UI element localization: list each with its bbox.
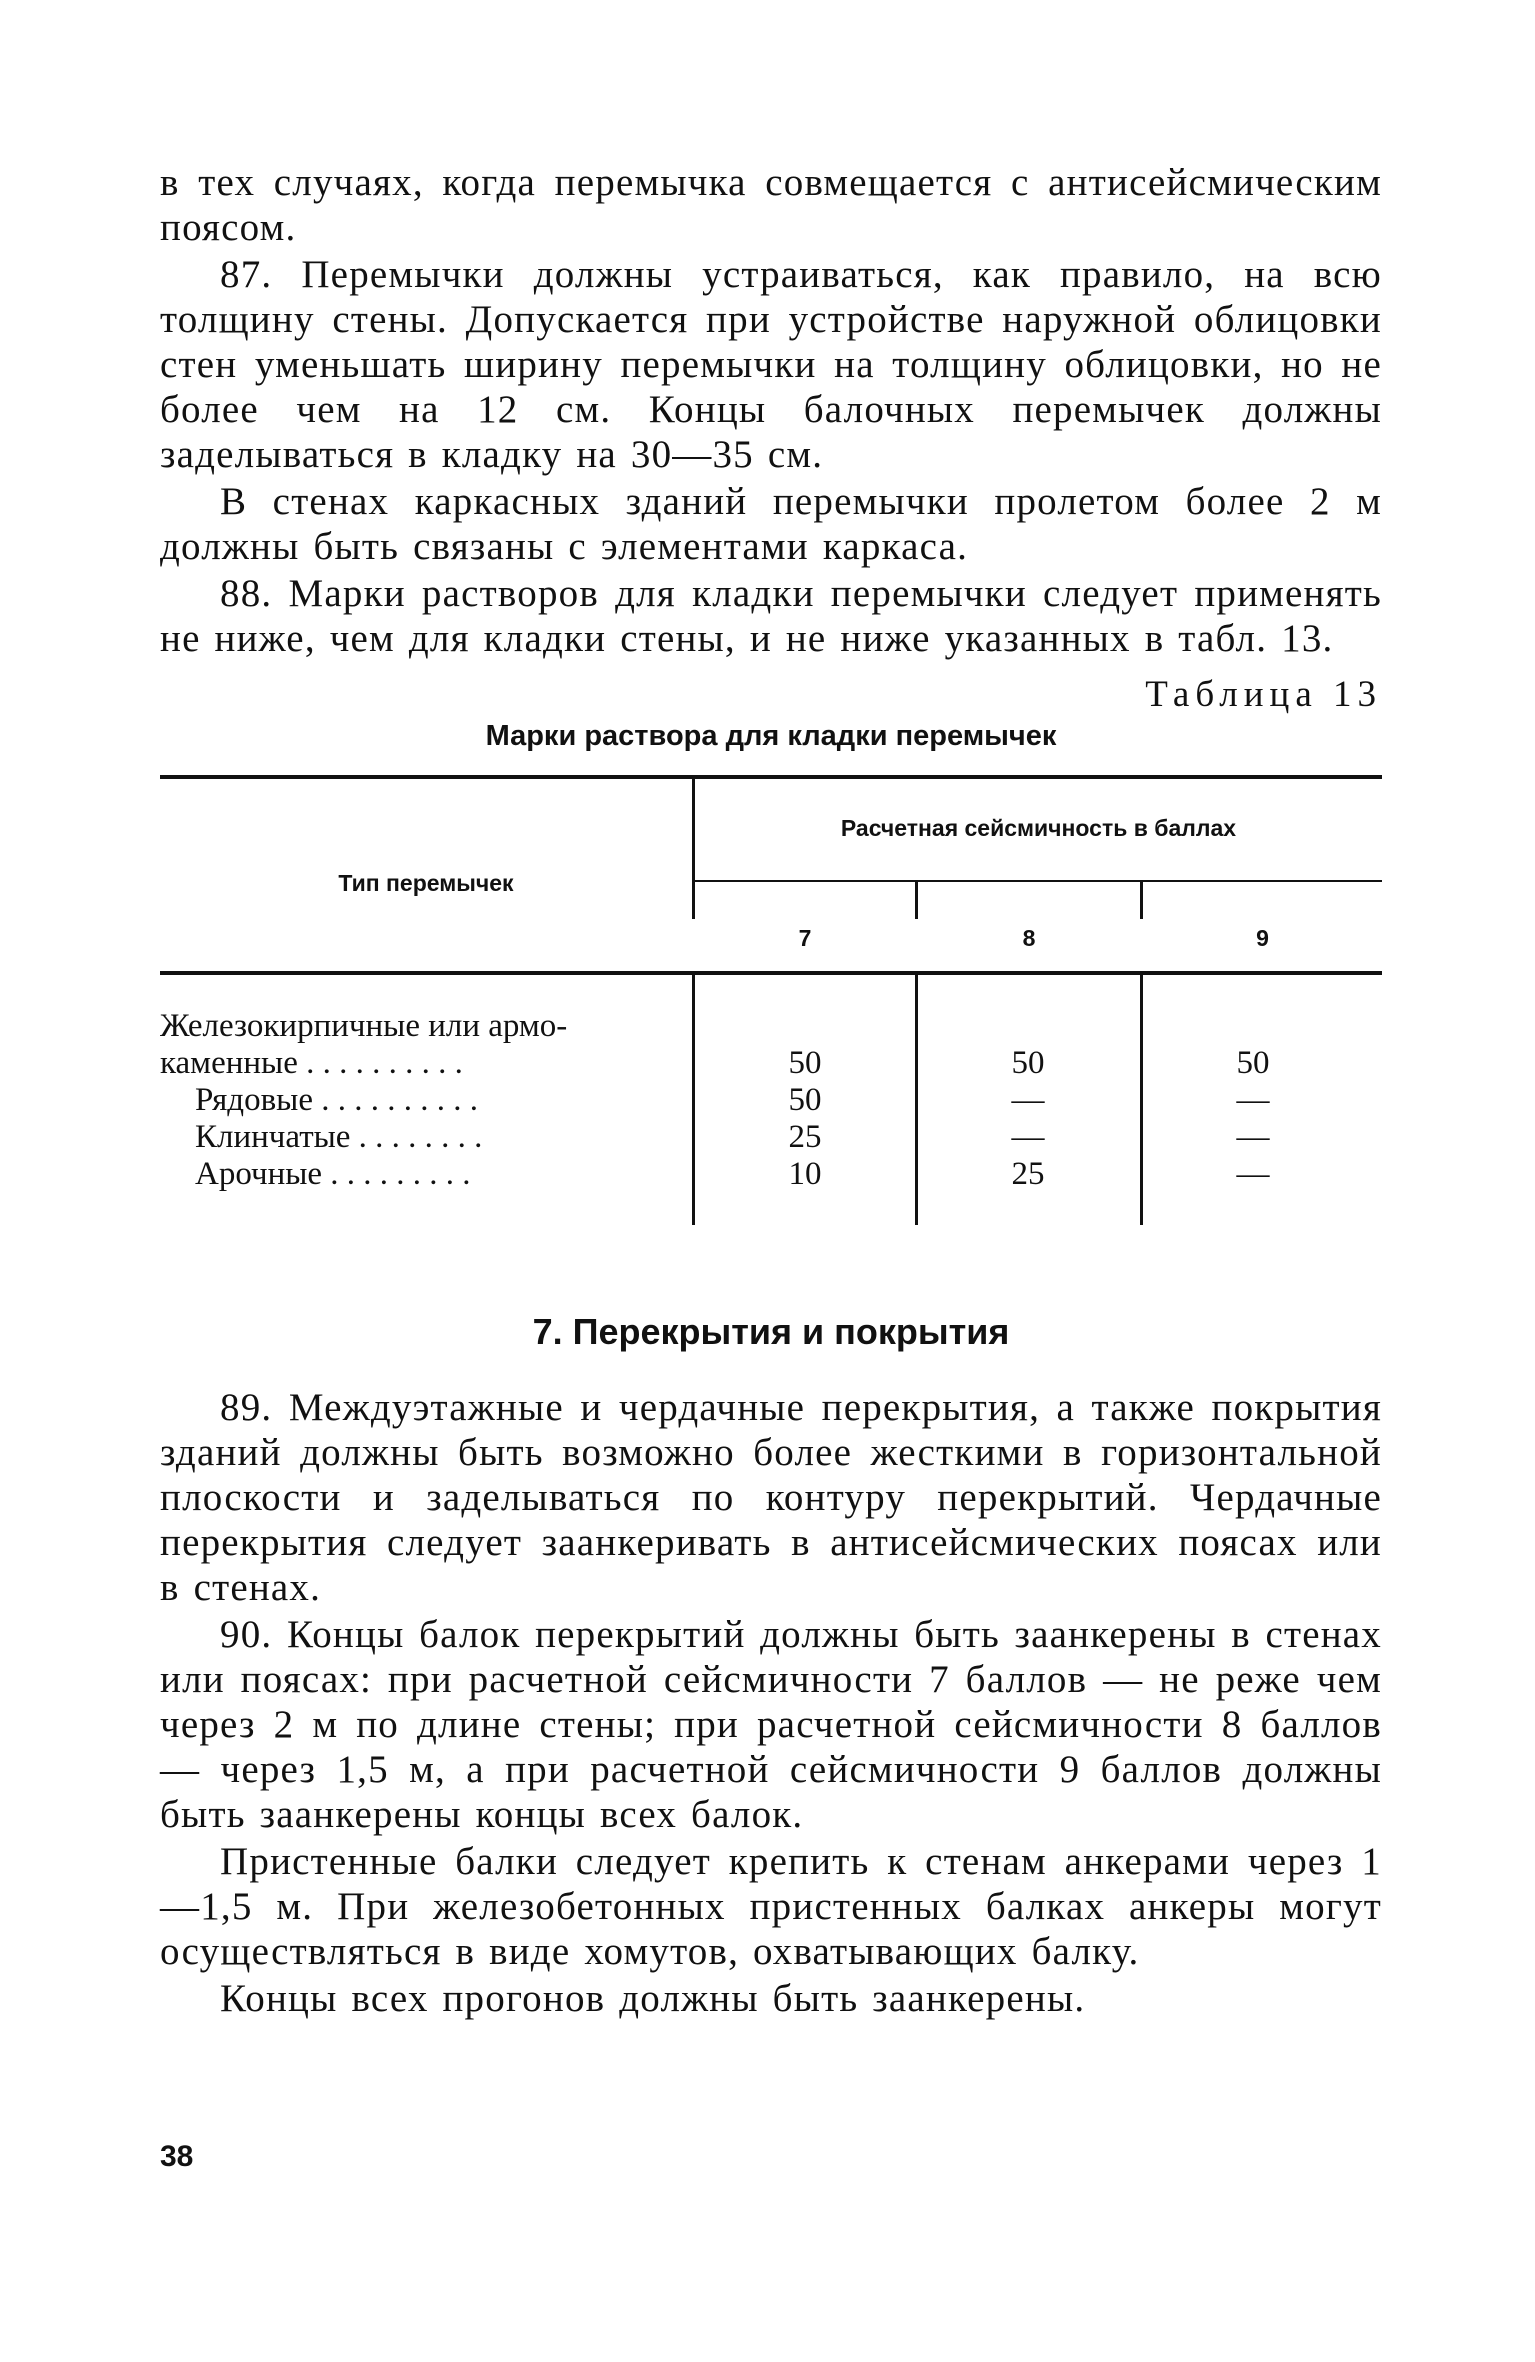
table-cell: 50: [788, 1082, 822, 1118]
section-heading: 7. Перекрытия и покрытия: [532, 1311, 1010, 1352]
table-cell: 50: [1011, 1045, 1045, 1081]
table-cell: 10: [788, 1156, 822, 1192]
header-seismicity: Расчетная сейсмичность в баллах: [840, 815, 1237, 841]
table-cell: 50: [788, 1045, 822, 1081]
row-name: Арочные . . . . . . . . .: [195, 1156, 471, 1192]
header-col-9: 9: [1256, 925, 1269, 951]
header-col-7: 7: [798, 925, 812, 951]
paragraph-wall-beams: Пристенные балки следует крепить к стенам анкерами через 1—1,5 м. При железобетонных пристенных балках анкеры могут осуществляться в виде хомутов, охватывающих балку.: [160, 1840, 1382, 1973]
mortar-grades-table: [160, 775, 1382, 1275]
paragraph-continuation: в тех случаях, когда перемычка совмещается с антисейсмическим поясом.: [160, 161, 1382, 249]
header-col-divider-1: [915, 882, 918, 919]
table-header-rule: [160, 971, 1382, 975]
table-cell: —: [1011, 1119, 1045, 1155]
row-name-line1: Железокирпичные или армо-: [160, 1008, 568, 1044]
table-cell: —: [1236, 1119, 1270, 1155]
paragraph-89: 89. Междуэтажные и чердачные перекрытия, а также покрытия зданий должны быть возможно более жесткими в горизонтальной плоскости и заделываться по контуру перекрытий. Чердачные перекрытия следует заанкеривать в антисейсмических поясах или в стенах.: [160, 1386, 1382, 1609]
paragraph-88: 88. Марки растворов для кладки перемычки следует применять не ниже, чем для кладки стены, и не ниже указанных в табл. 13.: [160, 572, 1382, 660]
table-top-rule: [160, 775, 1382, 779]
row-name: каменные . . . . . . . . . .: [160, 1045, 463, 1081]
table-header-divider: [692, 779, 695, 919]
body-divider-2-lower: [1140, 1150, 1143, 1225]
row-name: Клинчатые . . . . . . . .: [195, 1119, 483, 1155]
table-cell: —: [1236, 1082, 1270, 1118]
body-divider-0-lower: [692, 1150, 695, 1225]
row-name: Рядовые . . . . . . . . . .: [195, 1082, 478, 1118]
page-content: [160, 160, 1382, 2023]
table-cell: 25: [1011, 1156, 1045, 1192]
table-cell: —: [1236, 1156, 1270, 1192]
header-type: Тип перемычек: [338, 870, 514, 896]
table-cell: 25: [788, 1119, 822, 1155]
table-number: Таблица 13: [1145, 674, 1382, 715]
table-cell: 50: [1236, 1045, 1270, 1081]
paragraph-87: 87. Перемычки должны устраиваться, как правило, на всю толщину стены. Допускается при устройстве наружной облицовки стен уменьшать ширину перемычки на толщину облицовки, но не более чем на 12 см. Концы балочных перемычек должны заделываться в кладку на 30—35 см.: [160, 253, 1382, 476]
table-cell: —: [1011, 1082, 1045, 1118]
paragraph-purlins: Концы всех прогонов должны быть заанкерены.: [220, 1977, 1086, 2020]
paragraph-frame-buildings: В стенах каркасных зданий перемычки пролетом более 2 м должны быть связаны с элементами каркаса.: [160, 480, 1382, 568]
page-number: 38: [160, 2140, 194, 2173]
body-divider-1-lower: [915, 1150, 918, 1225]
header-col-divider-2: [1140, 882, 1143, 919]
header-sub-rule: [695, 880, 1382, 882]
table-title: Марки раствора для кладки перемычек: [485, 720, 1057, 752]
header-col-8: 8: [1022, 925, 1036, 951]
paragraph-90: 90. Концы балок перекрытий должны быть заанкерены в стенах или поясах: при расчетной сейсмичности 7 баллов — не реже чем через 2 м по длине стены; при расчетной сейсмичности 8 баллов — через 1,5 м, а при расчетной сейсмичности 9 баллов должны быть заанкерены концы всех балок.: [160, 1613, 1382, 1836]
